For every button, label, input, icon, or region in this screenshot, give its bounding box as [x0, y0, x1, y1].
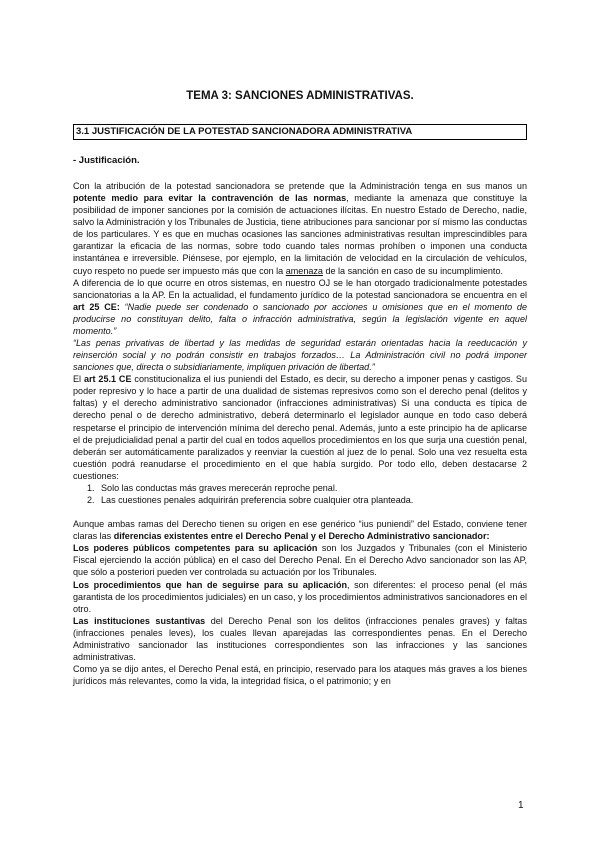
bold-text: Los procedimientos que han de seguirse para su aplicación [73, 579, 348, 590]
text: Aunque ambas ramas del Derecho tienen su origen en ese genérico “ius puniendi” del Estado, conviene tener claras las [73, 519, 527, 542]
bold-text: Los poderes públicos competentes para su aplicación [73, 543, 318, 554]
text: El [73, 374, 84, 385]
section-heading-box: 3.1 JUSTIFICACIÓN DE LA POTESTAD SANCIONADORA ADMINISTRATIVA [73, 124, 527, 140]
bold-text: art 25 CE: [73, 301, 120, 312]
paragraph-3 [73, 337, 527, 373]
numbered-list [73, 482, 527, 506]
document-title: TEMA 3: SANCIONES ADMINISTRATIVAS. [186, 90, 414, 102]
italic-quote: “Nadie puede ser condenado o sancionado por acciones u omisiones que en el momento de producirse no constituyan delito, falta o infracción administrativa, según la legislación vigente en aquel momento.” [73, 301, 527, 336]
list-item: 1. Solo las conductas más graves merecerán reproche penal. [97, 482, 527, 494]
bold-text: art 25.1 CE [83, 374, 132, 385]
text: de la sanción en caso de su incumplimiento. [322, 265, 503, 276]
italic-quote: “Las penas privativas de libertad y las medidas de seguridad estarán orientadas hacia la reeducación y reinserción social y no podrán consistir en trabajos forzados… La Administración civil no podrá imponer sanciones que, directa o subsidiariamente, impliquen privación de libertad.” [73, 338, 527, 373]
paragraph-6 [73, 542, 527, 578]
body-text [73, 180, 527, 687]
text: Con la atribución de la potestad sancionadora se pretende que la Administración tenga en sus manos un [73, 181, 527, 191]
text: , son diferentes: el proceso penal (el más garantista de los procedimientos judiciales) en un caso, y los procedimientos administrativos sancionadores en el otro. [73, 579, 527, 614]
underlined-text: amenaza [285, 265, 323, 276]
bold-text: Las instituciones sustantivas [73, 615, 206, 626]
paragraph-7 [73, 579, 527, 615]
text: son los Juzgados y Tribunales (con el Ministerio Fiscal ejerciendo la acción pública) en el caso del Derecho Penal. En el Derecho Advo sancionador son las AP, que sólo a posteriori pueden ver controlada su actuación por los Tribunales. [73, 543, 527, 578]
page-number: 1 [518, 800, 524, 811]
text: constitucionaliza el ius puniendi del Estado, es decir, su derecho a imponer penas y castigos. Su poder represivo y lo hace a partir de una dualidad de sistemas represivos como son el derecho penal (delitos y faltas) y el derecho administrativo sancionador (infracciones administrativas) Si una conducta es típica de derecho penal o de derecho administrativo, deberá determinarlo el legislador aunque en todo caso deberá respetarse el principio de intervención mínima del derecho penal. Además, junto a este principio ha de aplicarse el de prejudicialidad penal a partir del cual en todos aquellos procedimientos en los que surja una cuestión penal, deberán ser automáticamente paralizados y reenviar la cuestión al juez de lo penal. Solo una vez resuelta esta cuestión podrá reanudarse el procedimiento en el que había surgido. Por todo ello, deben destacarse 2 cuestiones: [73, 374, 527, 481]
text: , mediante la amenaza que constituye la posibilidad de imponer sanciones por la comisión de actuaciones ilícitas. En nuestro Estado de Derecho, nadie, salvo la Administración y los Tribunales de Justicia, tiene atribuciones para sancionar por sí mismo las conductas de los particulares. Y es que en muchas ocasiones las sanciones administrativas resultan imprescindibles para garantizar la eficacia de las normas, sobre todo cuando tales normas prohíben o imponen una conducta instantánea e irreversible. Piénsese, por ejemplo, en la limitación de velocidad en la circulación de vehículos, cuyo respeto no puede ser impuesto más que con la [73, 193, 527, 276]
text: A diferencia de lo que ocurre en otros sistemas, en nuestro OJ se le han otorgado tradicionalmente potestades sancionatorias a la AP. En la actualidad, el fundamento jurídico de la potestad sancionadora se encuentra en el [73, 277, 527, 300]
paragraph-8 [73, 615, 527, 663]
paragraph-5 [73, 518, 527, 542]
paragraph-2 [73, 277, 527, 337]
bold-text: potente medio para evitar la contravención de las normas [73, 193, 347, 204]
text: Como ya se dijo antes, el Derecho Penal está, en principio, reservado para los ataques más graves a los bienes jurídicos más relevantes, como la vida, la integridad física, o el patrimonio; y en [73, 664, 527, 687]
subheading: - Justificación. [73, 155, 140, 166]
bold-text: diferencias existentes entre el Derecho Penal y el Derecho Administrativo sancionador: [113, 531, 490, 542]
paragraph-1 [73, 180, 527, 277]
paragraph-9 [73, 663, 527, 687]
paragraph-4 [73, 373, 527, 482]
text: del Derecho Penal son los delitos (infracciones penales graves) y faltas (infracciones penales leves), los cuales llevan aparejadas las correspondientes penas. En el Derecho Administrativo sancionador las instituciones correspondientes son las infracciones y las sanciones administrativas. [73, 615, 527, 662]
list-item: 2. Las cuestiones penales adquirirán preferencia sobre cualquier otra planteada. [97, 494, 527, 506]
